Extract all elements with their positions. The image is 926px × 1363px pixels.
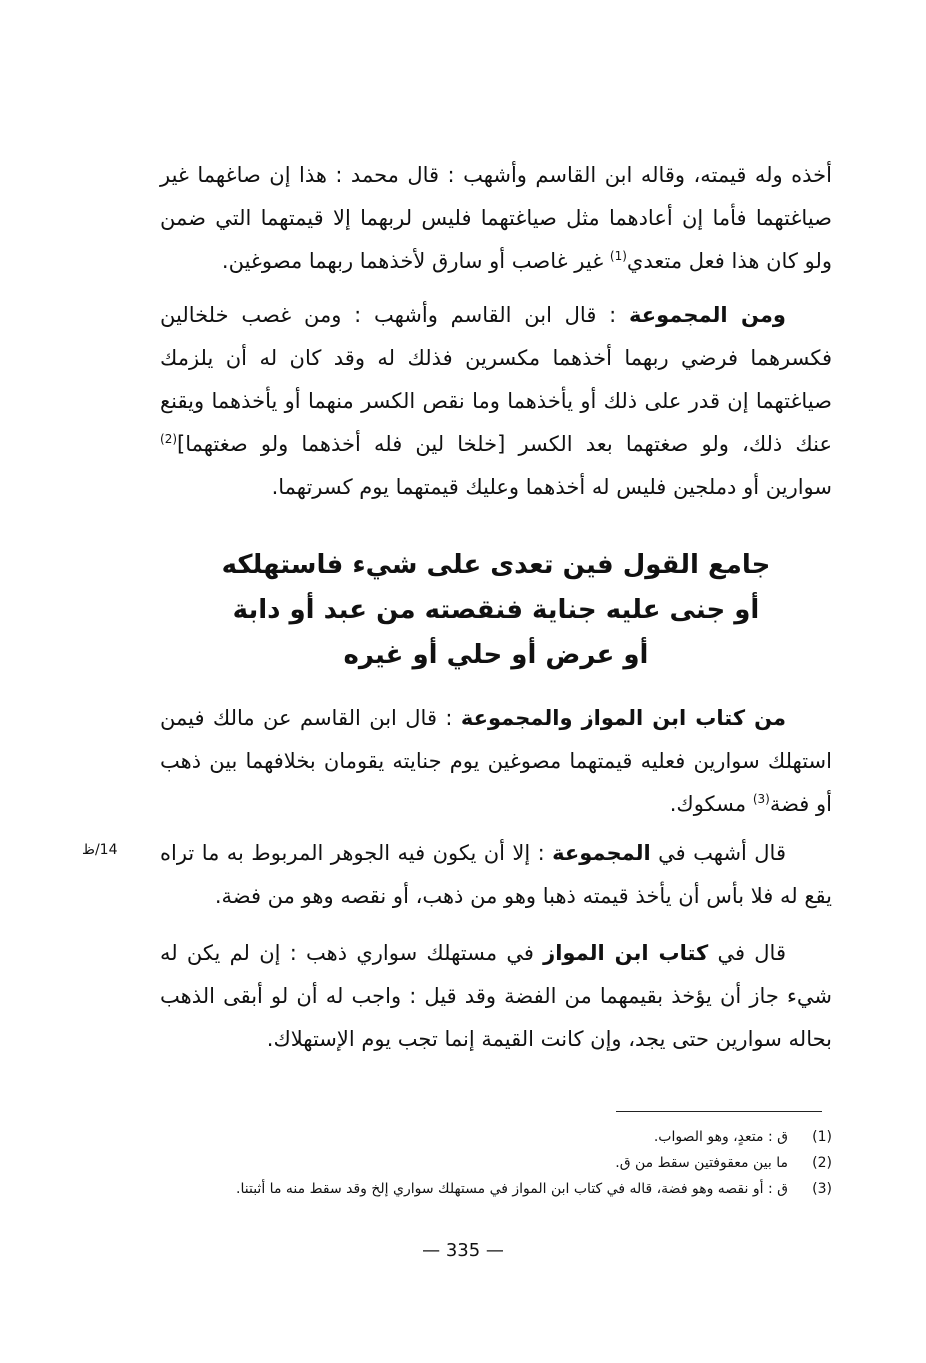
source-title-ibn-mawaz-2: كتاب ابن المواز — [543, 941, 709, 965]
page-number: — 335 — — [422, 1240, 504, 1261]
footnote-2 — [160, 1150, 832, 1176]
paragraph-1-text: أخذه وله قيمته، وقاله ابن القاسم وأشهب : قال محمد : هذا إن صاغهما غير صياغتهما فأما إن أعادهما مثل صياغتهما فليس لربهما إلا قيمتهما التي ضمن ولو كان هذا فعل متعدي — [160, 163, 832, 273]
chapter-heading — [160, 543, 832, 678]
heading-line-1: جامع القول فين تعدى على شيء فاستهلكه — [221, 550, 771, 580]
footnote-text: ما بين معقوفتين سقط من ق. — [615, 1155, 788, 1171]
paragraph-3-text: : قال ابن القاسم عن مالك فيمن استهلك سوارين فعليه قيمتهما مصوغين يوم جنايته يقومان بخلافهما بين ذهب أو فضة — [160, 706, 832, 816]
source-title-majmua: ومن المجموعة — [629, 303, 786, 327]
footnote-number: (1) — [812, 1129, 832, 1145]
footnotes — [160, 1124, 832, 1202]
paragraph-1 — [160, 154, 832, 283]
paragraph-1-tail: غير غاصب أو سارق لأخذهما ربهما مصوغين. — [221, 249, 610, 273]
heading-line-2: أو جنى عليه جناية فنقصته من عبد أو دابة — [232, 595, 760, 625]
paragraph-2-tail: سوارين أو دملجين فليس له أخذهما وعليك قيمتهما يوم كسرتهما. — [271, 475, 832, 499]
footnote-number: (2) — [812, 1155, 832, 1171]
heading-line-3: أو عرض أو حلي أو غيره — [343, 640, 649, 670]
footnote-separator — [616, 1111, 822, 1112]
paragraph-5 — [160, 932, 832, 1061]
footnote-number: (3) — [812, 1181, 832, 1197]
footnote-ref-2: (2) — [160, 432, 178, 446]
paragraph-4 — [160, 832, 832, 918]
paragraph-2-text: : قال ابن القاسم وأشهب : ومن غصب خلخالين فكسرهما فرضي ربهما أخذهما مكسرين فذلك له وقد كان له أن يلزمك صياغتهما إن قدر على ذلك أو يأخذهما وما نقص الكسر منهما أو يأخذهما ويقنع عنك ذلك، ولو صغتهما بعد الكسر [خلخا لين فله أخذهما ولو صغتهما] — [160, 303, 832, 456]
footnote-text: ق : متعدٍ، وهو الصواب. — [653, 1129, 788, 1145]
paragraph-4-text-a: قال أشهب في — [650, 841, 786, 865]
paragraph-4-text-b: : إلا أن يكون فيه الجوهر المربوط به ما تراه يقع له فلا بأس أن يأخذ قيمته ذهبا وهو من ذهب، أو نقصه وهو من فضة. — [160, 841, 832, 908]
footnote-ref-3: (3) — [752, 792, 770, 806]
margin-folio-note: 14/ظ — [82, 842, 118, 858]
footnote-text: ق : أو نقصه وهو فضة، قاله في كتاب ابن المواز في مستهلك سواري إلخ وقد سقط منه ما أثبتنا. — [236, 1181, 788, 1197]
footnote-1 — [160, 1124, 832, 1150]
paragraph-3 — [160, 697, 832, 826]
source-title-ibn-mawaz: من كتاب ابن المواز والمجموعة — [460, 706, 786, 730]
paragraph-5-text-a: قال في — [708, 941, 786, 965]
paragraph-5-text-b: في مستهلك سواري ذهب : إن لم يكن له شيء جاز أن يؤخذ بقيمهما من الفضة وقد قيل : واجب له أن لو أبقى الذهب بحاله سوارين حتى يجد، وإن كانت القيمة إنما تجب يوم الإستهلاك. — [160, 941, 832, 1051]
footnote-ref-1: (1) — [609, 249, 627, 263]
paragraph-2 — [160, 294, 832, 509]
paragraph-3-tail: مسكوك. — [669, 792, 753, 816]
footnote-3 — [160, 1176, 832, 1202]
source-title-majmua-2: المجموعة — [552, 841, 651, 865]
